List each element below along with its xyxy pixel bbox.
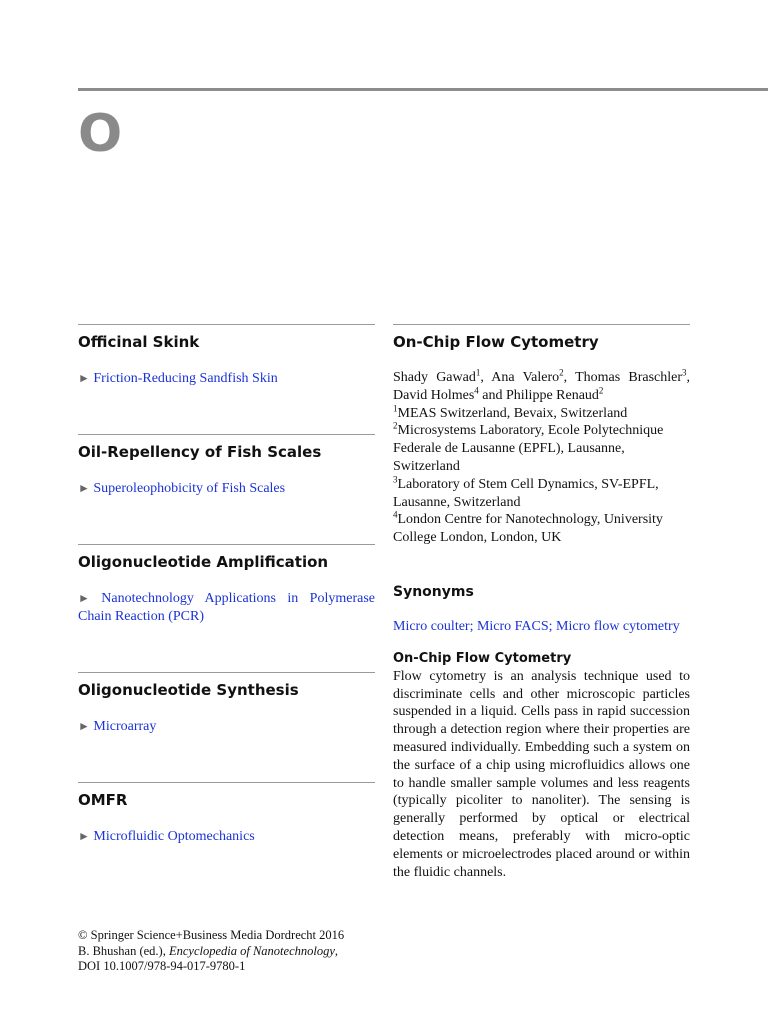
doi-line: DOI 10.1007/978-94-017-9780-1 [78, 959, 246, 973]
cross-reference [78, 717, 375, 736]
affiliation-text: Microsystems Laboratory, Ecole Polytechnique Federale de Lausanne (EPFL), Lausanne, Switzerland [393, 423, 664, 474]
editor-text: B. Bhushan (ed.), [78, 943, 169, 958]
entry-rule [393, 324, 690, 325]
affiliation-sup: 2 [393, 420, 398, 431]
footer [78, 928, 398, 975]
cross-reference-link[interactable]: Microfluidic Optomechanics [93, 829, 255, 844]
synonyms-heading: Synonyms [393, 583, 474, 600]
cross-reference [78, 479, 375, 498]
author-sup: 2 [559, 367, 564, 378]
author-sep: , [480, 370, 492, 385]
book-title: Encyclopedia of Nanotechnology [168, 943, 335, 958]
author-name: Shady Gawad [393, 370, 476, 385]
affiliation-sup: 3 [393, 474, 398, 485]
body-paragraph: Flow cytometry is an analysis technique used to discriminate cells and other microscopic particles suspended in a liquid. Cells pass in rapid succession through a detection region where their properties are measured individually. Embedding such a system on the surface of a chip using microfluidics allows one to handle smaller sample volumes and less reagents (typically picoliter to nanoliter). The sensing is generally performed by optical or electrical detection means, preferably with micro-optic elements or microelectrodes placed around or within the fluidic channels. [393, 668, 690, 880]
entry-rule [78, 434, 375, 435]
author-sup: 2 [598, 385, 604, 396]
article-column [393, 324, 690, 881]
affiliation-sup: 4 [393, 509, 398, 520]
affiliation [393, 422, 690, 475]
entry-oil-repellency [78, 434, 375, 498]
cross-reference [78, 827, 375, 846]
entry-officinal-skink [78, 324, 375, 388]
entry-rule [78, 782, 375, 783]
synonyms-list[interactable]: Micro coulter; Micro FACS; Micro flow cytometry [393, 618, 680, 634]
arrow-icon: ► [78, 591, 90, 605]
arrow-icon: ► [78, 481, 90, 495]
copyright-line: © Springer Science+Business Media Dordrecht 2016 [78, 928, 345, 942]
entry-omfr [78, 782, 375, 846]
author-sup: 1 [475, 367, 481, 378]
affiliation-text: London Centre for Nanotechnology, University College London, London, UK [393, 512, 663, 546]
entry-title: Officinal Skink [78, 333, 200, 351]
entry-rule [78, 672, 375, 673]
author-sep: , [686, 370, 691, 385]
citation-line [78, 944, 398, 960]
entry-rule [78, 324, 375, 325]
cross-reference-link[interactable]: Nanotechnology Applications in Polymerase Chain Reaction (PCR) [78, 591, 376, 624]
affiliation-text: MEAS Switzerland, Bevaix, Switzerland [397, 405, 628, 421]
author-name: David Holmes [393, 387, 475, 403]
cross-reference [78, 369, 375, 388]
entry-oligonucleotide-synthesis [78, 672, 375, 736]
affiliation [393, 402, 690, 423]
author-sep: and [478, 387, 506, 403]
author-sup: 3 [682, 367, 687, 378]
entry-rule [78, 544, 375, 545]
arrow-icon: ► [78, 371, 90, 385]
entry-oligonucleotide-amplification [78, 544, 375, 626]
chapter-letter: O [78, 104, 123, 164]
author-name: Ana Valero [491, 370, 560, 385]
cross-reference-link[interactable]: Microarray [93, 719, 157, 734]
cross-reference-link[interactable]: Superoleophobicity of Fish Scales [93, 481, 286, 496]
affiliation-text: Laboratory of Stem Cell Dynamics, SV-EPFL, Lausanne, Switzerland [393, 476, 659, 510]
author-sep: , [563, 370, 576, 385]
entry-title: Oil-Repellency of Fish Scales [78, 443, 322, 461]
entry-title: Oligonucleotide Amplification [78, 553, 329, 571]
affiliation [393, 511, 690, 547]
section-heading: On-Chip Flow Cytometry [393, 650, 572, 666]
affiliation [393, 476, 690, 512]
article-title: On-Chip Flow Cytometry [393, 333, 599, 351]
top-rule [78, 88, 768, 91]
entry-title: Oligonucleotide Synthesis [78, 681, 299, 699]
book-suffix: , [334, 943, 339, 958]
cross-reference-link[interactable]: Friction-Reducing Sandfish Skin [93, 371, 278, 386]
affiliation-sup: 1 [393, 402, 398, 413]
arrow-icon: ► [78, 719, 90, 733]
author-list [393, 369, 690, 405]
cross-reference [78, 589, 375, 626]
entry-title: OMFR [78, 791, 128, 809]
left-column [78, 324, 375, 846]
author-name: Thomas Braschler [575, 370, 683, 385]
arrow-icon: ► [78, 829, 90, 843]
author-sup: 4 [474, 385, 479, 396]
author-name: Philippe Renaud [505, 387, 599, 403]
